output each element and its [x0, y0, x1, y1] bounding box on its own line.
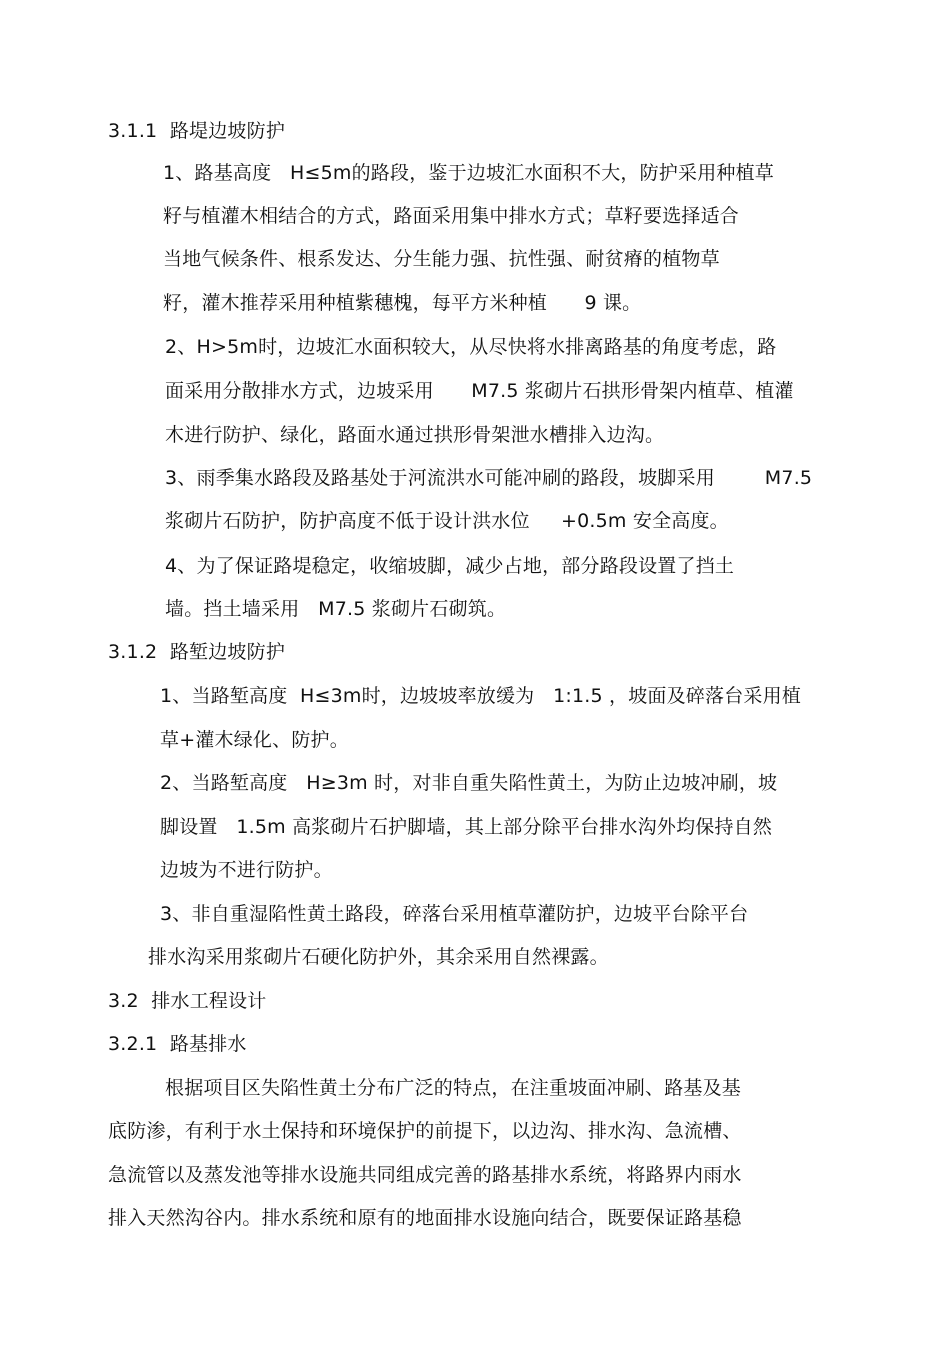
section-heading-3-2-1: 3.2.1 路基排水: [108, 1033, 247, 1055]
text-line: 2、当路堑高度 H≥3m 时，对非自重失陷性黄土，为防止边坡冲刷，坡: [160, 772, 778, 794]
section-heading-3-1-1: 3.1.1 路堤边坡防护: [108, 120, 286, 142]
text-line: 1、路基高度 H≤5m的路段，鉴于边坡汇水面积不大，防护采用种植草: [163, 162, 775, 184]
paragraph-line: 急流管以及蒸发池等排水设施共同组成完善的路基排水系统，将路界内雨水: [108, 1164, 742, 1186]
text-line: 1、当路堑高度 H≤3m时，边坡坡率放缓为 1:1.5 ，坡面及碎落台采用植: [160, 685, 802, 707]
text-line: 脚设置 1.5m 高浆砌片石护脚墙，其上部分除平台排水沟外均保持自然: [160, 816, 773, 838]
text-line: 墙。挡土墙采用 M7.5 浆砌片石砌筑。: [165, 598, 507, 620]
paragraph-line: 底防渗，有利于水土保持和环境保护的前提下，以边沟、排水沟、急流槽、: [108, 1120, 742, 1142]
text-line: 2、H>5m时，边坡汇水面积较大，从尽快将水排离路基的角度考虑，路: [165, 336, 777, 358]
paragraph-line: 根据项目区失陷性黄土分布广泛的特点，在注重坡面冲刷、路基及基: [165, 1077, 742, 1099]
text-line: 3、雨季集水路段及路基处于河流洪水可能冲刷的路段，坡脚采用 M7.5: [165, 467, 813, 489]
text-line: 面采用分散排水方式，边坡采用 M7.5 浆砌片石拱形骨架内植草、植灌: [165, 380, 794, 402]
text-line: 边坡为不进行防护。: [160, 859, 333, 881]
text-line: 草+灌木绿化、防护。: [160, 729, 349, 751]
text-line: 4、为了保证路堤稳定，收缩坡脚，减少占地，部分路段设置了挡土: [165, 555, 735, 577]
text-line: 籽，灌木推荐采用种植紫穗槐，每平方米种植 9 课。: [163, 292, 642, 314]
paragraph-line: 排入天然沟谷内。排水系统和原有的地面排水设施向结合，既要保证路基稳: [108, 1207, 742, 1229]
section-heading-3-1-2: 3.1.2 路堑边坡防护: [108, 641, 286, 663]
text-line: 木进行防护、绿化，路面水通过拱形骨架泄水槽排入边沟。: [165, 424, 665, 446]
section-heading-3-2: 3.2 排水工程设计: [108, 990, 267, 1012]
text-line: 浆砌片石防护，防护高度不低于设计洪水位 +0.5m 安全高度。: [165, 510, 729, 532]
text-line: 3、非自重湿陷性黄土路段，碎落台采用植草灌防护，边坡平台除平台: [160, 903, 749, 925]
text-line: 籽与植灌木相结合的方式，路面采用集中排水方式；草籽要选择适合: [163, 205, 740, 227]
text-line: 排水沟采用浆砌片石硬化防护外，其余采用自然裸露。: [148, 946, 609, 968]
text-line: 当地气候条件、根系发达、分生能力强、抗性强、耐贫瘠的植物草: [163, 248, 720, 270]
